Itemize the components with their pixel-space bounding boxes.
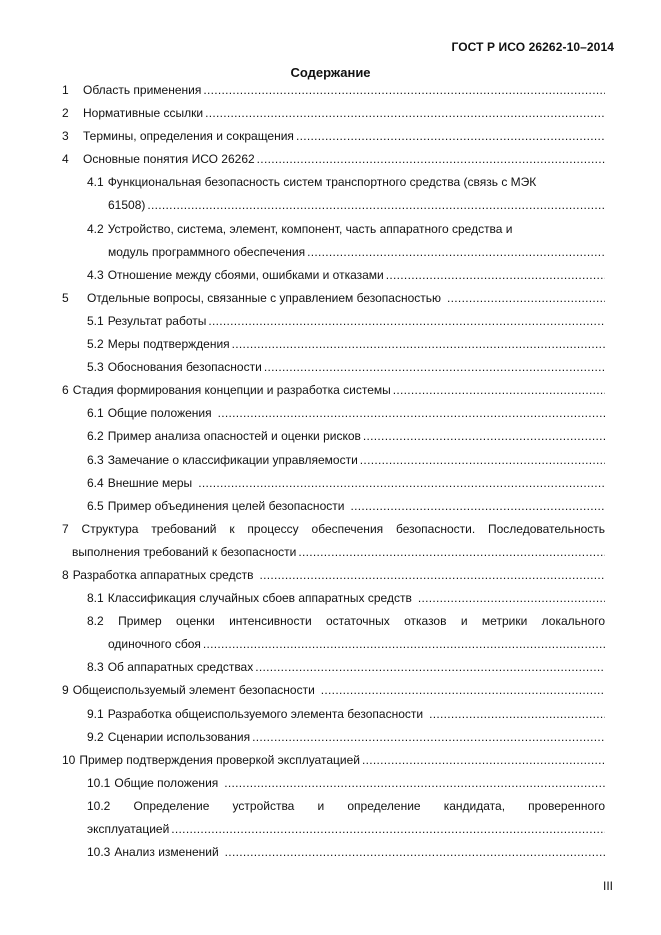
dot-leader (198, 472, 605, 495)
toc-entry-9[interactable] (62, 679, 605, 702)
toc-entry-number: 6.1 (87, 406, 104, 421)
dot-leader (393, 379, 605, 402)
toc-entry-number: 5.2 (87, 337, 104, 352)
dot-leader (360, 449, 605, 472)
dot-leader (418, 587, 605, 610)
toc-entry-4-1[interactable] (62, 171, 605, 194)
toc-entry-10-2-cont[interactable] (62, 818, 605, 841)
toc-entry-3[interactable] (62, 125, 605, 148)
toc-entry-label: Общеиспользуемый элемент безопасности (72, 683, 315, 698)
toc-entry-5-1[interactable] (62, 310, 605, 333)
dot-leader (296, 125, 605, 148)
dot-leader (362, 749, 605, 772)
toc-entry-9-1[interactable] (62, 703, 605, 726)
dot-leader (218, 402, 605, 425)
dot-leader (259, 564, 605, 587)
toc-entry-number: 9.2 (87, 729, 104, 744)
toc-entry-number: 5 (62, 290, 69, 305)
toc-entry-1[interactable] (62, 79, 605, 102)
toc-entry-label: Пример подтверждения проверкой эксплуатацией (79, 752, 360, 767)
dot-leader (386, 264, 605, 287)
dot-leader (147, 194, 605, 217)
dot-leader (298, 541, 605, 564)
toc-entry-6[interactable] (62, 379, 605, 402)
toc-entry-label: Разработка общеиспользуемого элемента безопасности (107, 706, 424, 721)
toc-entry-6-5[interactable] (62, 495, 605, 518)
dot-leader (447, 287, 605, 310)
toc-entry-8-1[interactable] (62, 587, 605, 610)
toc-entry-label: Общие положения (107, 406, 212, 421)
toc-entry-number: 4.1 (87, 175, 104, 190)
toc-entry-label: Меры подтверждения (107, 337, 230, 352)
toc-entry-number: 9 (62, 683, 69, 698)
dot-leader (203, 79, 605, 102)
dot-leader (307, 241, 605, 264)
toc-entry-label: Нормативные ссылки (83, 106, 204, 121)
toc-entry-10[interactable] (62, 749, 605, 772)
dot-leader (205, 102, 605, 125)
toc-entry-number: 10.1 (87, 775, 111, 790)
toc-entry-10-3[interactable] (62, 841, 605, 864)
toc-entry-number: 8.3 (87, 660, 104, 675)
toc-entry-7-cont[interactable] (62, 541, 605, 564)
dot-leader (208, 310, 605, 333)
toc-entry-label: Разработка аппаратных средств (72, 567, 254, 582)
toc-entry-5[interactable] (62, 287, 605, 310)
toc-entry-number: 6.4 (87, 475, 104, 490)
toc-entry-10-2[interactable] (62, 795, 605, 818)
toc-entry-6-2[interactable] (62, 425, 605, 448)
toc-entry-number: 6.2 (87, 429, 104, 444)
toc-entry-label: Анализ изменений (114, 845, 219, 860)
toc-entry-label: Функциональная безопасность систем транспортного средства (связь с МЭК (107, 175, 537, 190)
toc-entry-8-2-cont[interactable] (62, 633, 605, 656)
page-number: III (602, 879, 613, 893)
toc-entry-label: Стадия формирования концепции и разработка системы (72, 383, 391, 398)
toc-entry-number: 4.3 (87, 267, 104, 282)
toc-entry-10-1[interactable] (62, 772, 605, 795)
toc-entry-6-3[interactable] (62, 449, 605, 472)
toc-entry-7[interactable] (62, 518, 605, 541)
standard-header: ГОСТ Р ИСО 26262-10–2014 (451, 40, 614, 54)
toc-entry-6-1[interactable] (62, 402, 605, 425)
dot-leader (321, 679, 605, 702)
toc-entry-number: 7 (62, 521, 69, 536)
toc-entry-4-1-cont[interactable] (62, 194, 605, 217)
toc-entry-label: Об аппаратных средствах (107, 660, 254, 675)
toc-entry-number: 10.3 (87, 845, 111, 860)
toc-title: Содержание (290, 65, 371, 80)
toc-entry-label: Классификация случайных сбоев аппаратных средств (107, 591, 412, 606)
dot-leader (255, 656, 605, 679)
toc-entry-label: Отдельные вопросы, связанные с управлением безопасностью (87, 290, 442, 305)
toc-entry-4-2-cont[interactable] (62, 241, 605, 264)
toc-entry-number: 4 (62, 152, 69, 167)
toc-entry-number: 6 (62, 383, 69, 398)
toc-entry-2[interactable] (62, 102, 605, 125)
toc-entry-label: Термины, определения и сокращения (83, 129, 294, 144)
toc-entry-label: 61508) (108, 198, 146, 213)
toc-entry-label: Обоснования безопасности (107, 360, 262, 375)
toc-entry-label-line: Пример оценки интенсивности остаточных отказов и метрики локального (118, 614, 605, 629)
toc-entry-number: 10.2 (87, 798, 111, 813)
dot-leader (429, 703, 605, 726)
toc-entry-number: 3 (62, 129, 69, 144)
toc-entry-label: Отношение между сбоями, ошибками и отказами (107, 267, 384, 282)
table-of-contents (62, 79, 605, 864)
toc-entry-number: 8 (62, 567, 69, 582)
toc-entry-number: 5.3 (87, 360, 104, 375)
toc-entry-number: 10 (62, 752, 76, 767)
toc-entry-8-2[interactable] (62, 610, 605, 633)
toc-entry-4-2[interactable] (62, 218, 605, 241)
dot-leader (171, 818, 605, 841)
toc-entry-number: 8.1 (87, 591, 104, 606)
toc-entry-number: 9.1 (87, 706, 104, 721)
toc-entry-label: модуль программного обеспечения (108, 244, 306, 259)
dot-leader (203, 633, 605, 656)
toc-entry-number: 6.5 (87, 498, 104, 513)
toc-entry-label: Область применения (83, 83, 202, 97)
toc-entry-number: 8.2 (87, 614, 104, 629)
toc-entry-label: Замечание о классификации управляемости (107, 452, 358, 467)
toc-entry-label (62, 518, 605, 541)
toc-entry-label (87, 610, 605, 633)
toc-entry-label: Внешние меры (107, 475, 193, 490)
dot-leader (257, 148, 605, 171)
toc-entry-6-4[interactable] (62, 472, 605, 495)
toc-entry-4[interactable] (62, 148, 605, 171)
dot-leader (350, 495, 605, 518)
toc-entry-4-3[interactable] (62, 264, 605, 287)
dot-leader (252, 726, 605, 749)
dot-leader (363, 425, 605, 448)
toc-entry-label: эксплуатацией (87, 822, 170, 836)
toc-entry-8[interactable] (62, 564, 605, 587)
toc-entry-label: Устройство, система, элемент, компонент, часть аппаратного средства и (107, 221, 513, 236)
toc-entry-label-line: Структура требований к процессу обеспечения безопасности. Последовательность (81, 521, 605, 536)
toc-entry-8-3[interactable] (62, 656, 605, 679)
toc-entry-label-line: Определение устройства и определение кандидата, проверенного (133, 798, 605, 813)
toc-entry-label (87, 795, 605, 818)
toc-entry-label: выполнения требований к безопасности (72, 544, 297, 559)
dot-leader (224, 772, 605, 795)
toc-entry-number: 6.3 (87, 452, 104, 467)
dot-leader (225, 841, 605, 864)
toc-entry-number: 4.2 (87, 221, 104, 236)
toc-entry-label: Сценарии использования (107, 729, 251, 744)
toc-entry-number: 1 (62, 83, 69, 97)
toc-entry-label: Общие положения (114, 775, 219, 790)
toc-entry-label: Основные понятия ИСО 26262 (83, 152, 255, 167)
toc-entry-number: 2 (62, 106, 69, 121)
toc-entry-label: Пример анализа опасностей и оценки рисков (107, 429, 361, 444)
toc-entry-number: 5.1 (87, 313, 104, 328)
toc-entry-label: Пример объединения целей безопасности (107, 498, 345, 513)
toc-entry-label: одиночного сбоя (108, 637, 201, 652)
toc-entry-5-3[interactable] (62, 356, 605, 379)
dot-leader (264, 356, 605, 379)
toc-entry-9-2[interactable] (62, 726, 605, 749)
toc-entry-label: Результат работы (107, 313, 207, 328)
toc-entry-5-2[interactable] (62, 333, 605, 356)
dot-leader (232, 333, 605, 356)
